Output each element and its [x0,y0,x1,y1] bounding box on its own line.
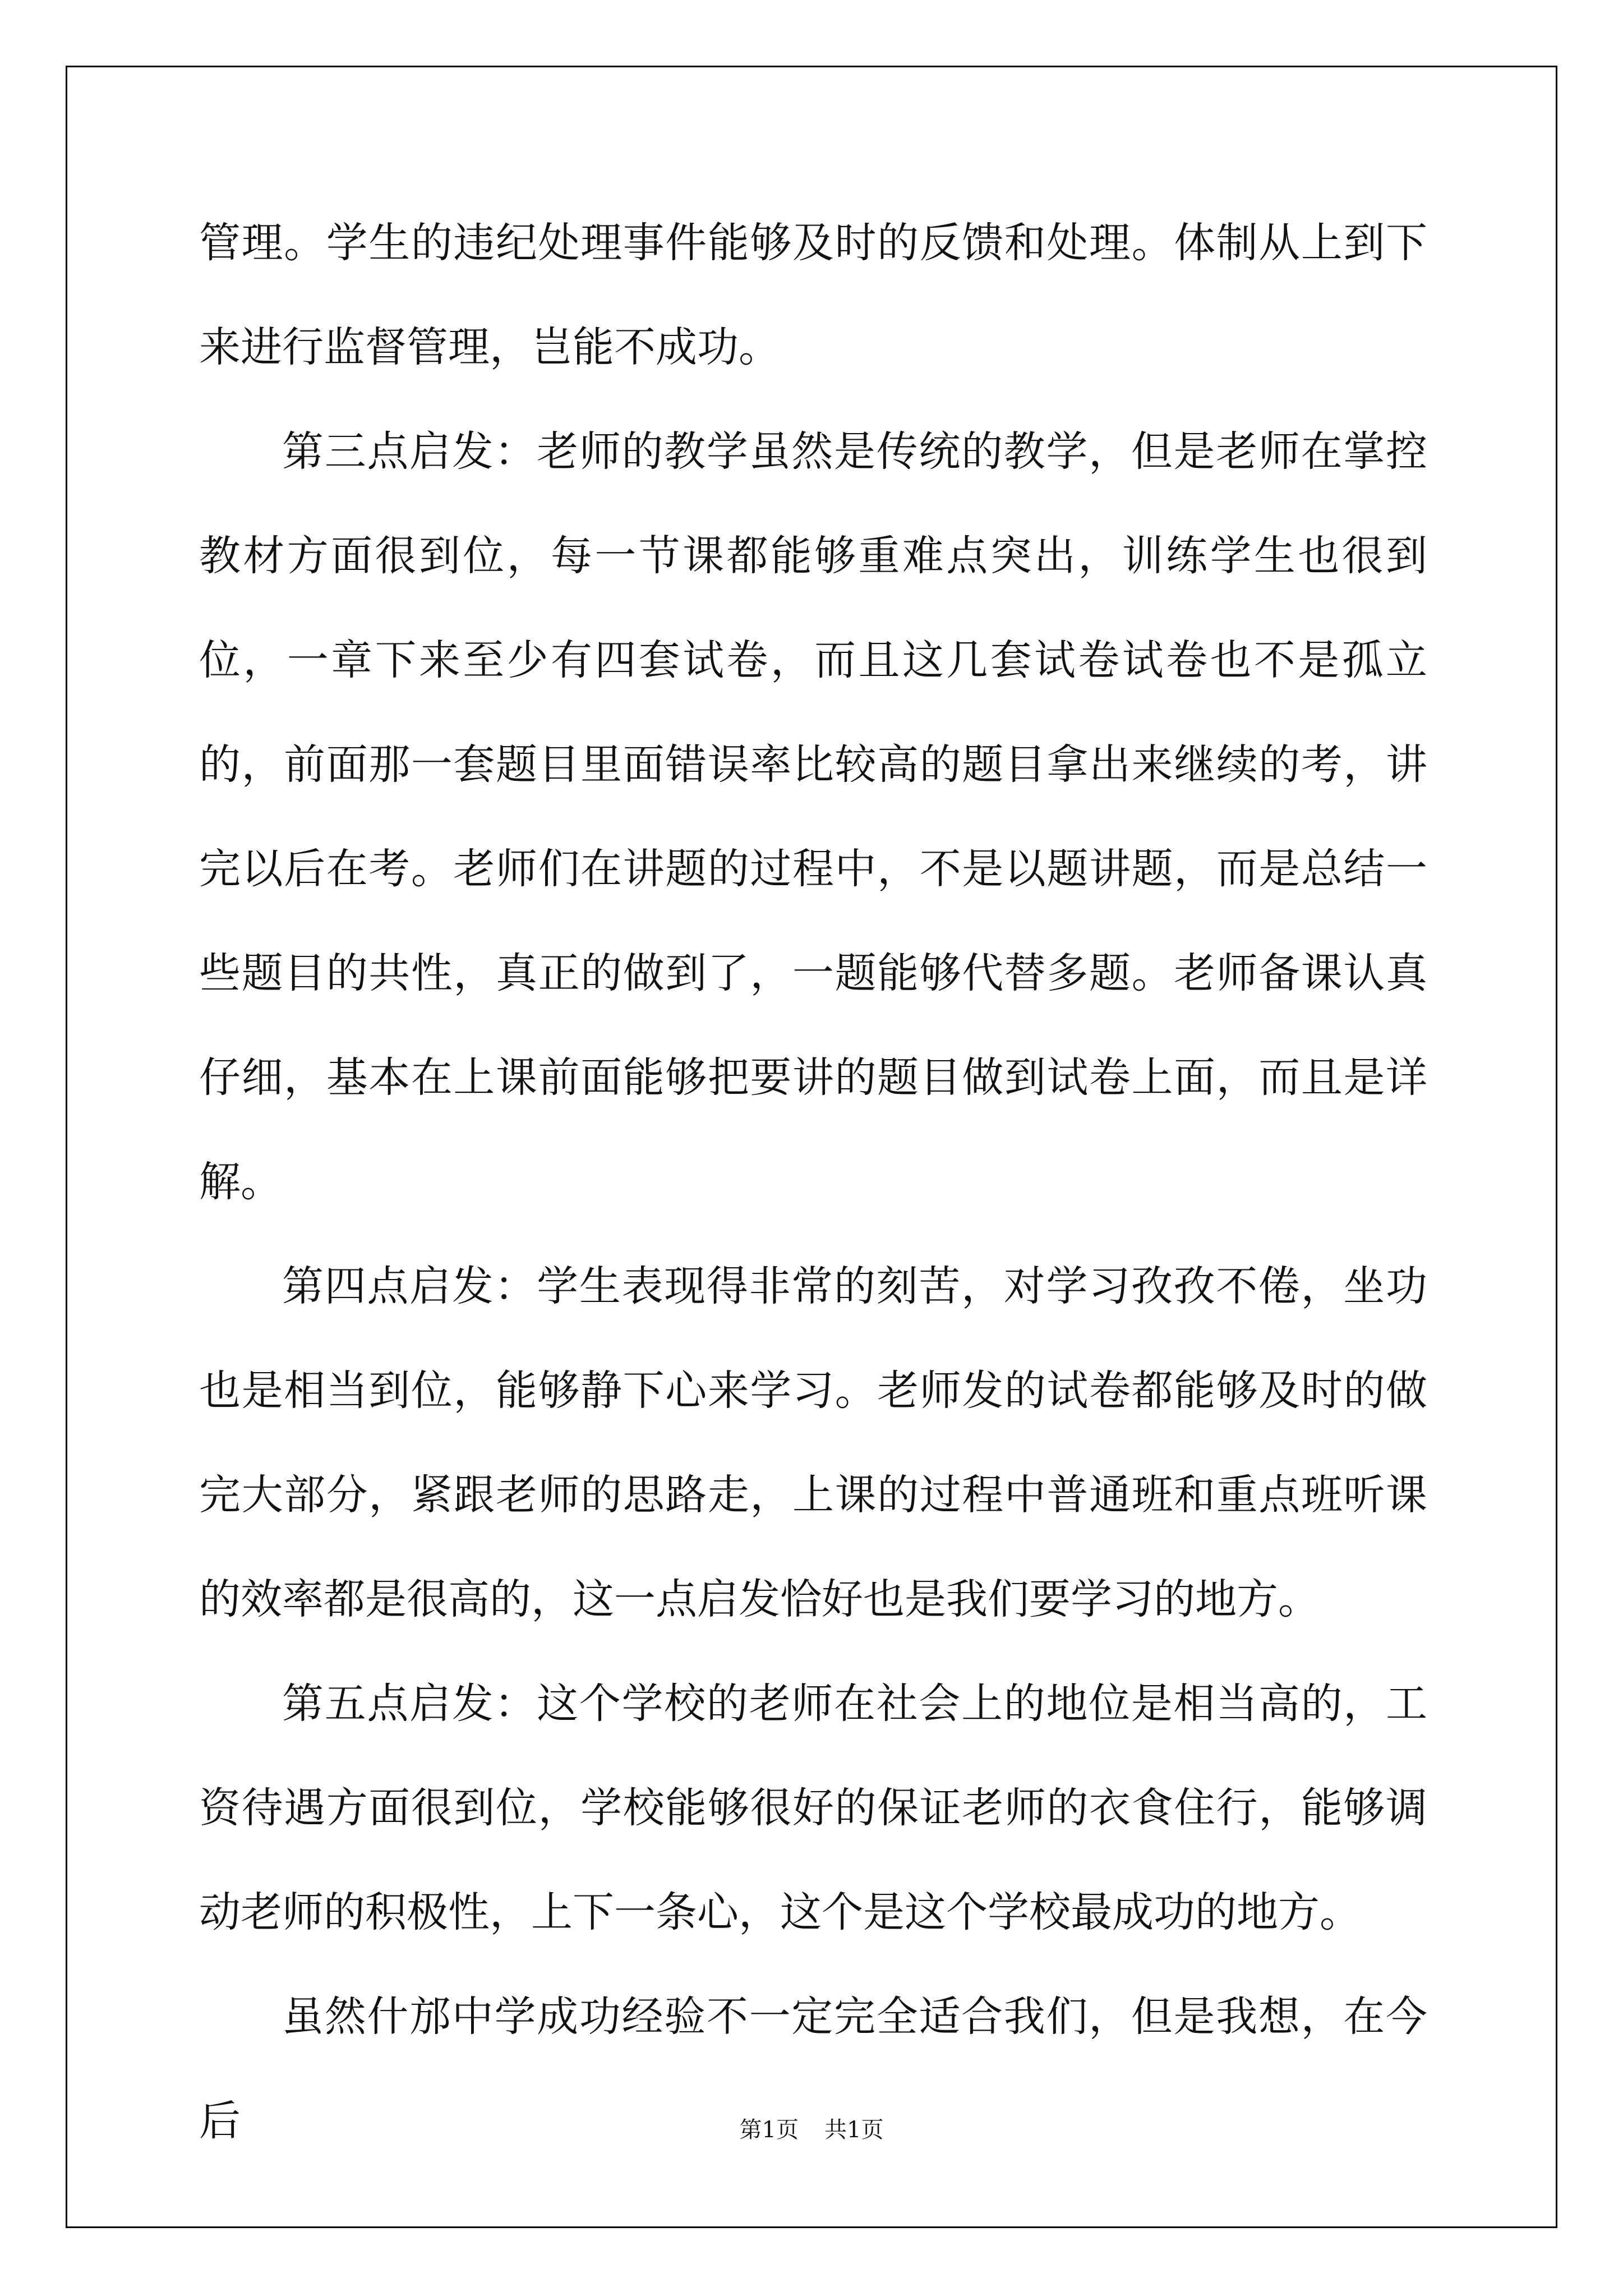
paragraph-5: 虽然什邡中学成功经验不一定完全适合我们，但是我想，在今后 [199,1993,1427,2145]
paragraph-3: 第四点启发：学生表现得非常的刻苦，对学习孜孜不倦，坐功也是相当到位，能够静下心来学习。老师发的试卷都能够及时的做完大部分，紧跟老师的思路走，上课的过程中普通班和重点班听课的效率都是很高的，这一点启发恰好也是我们要学习的地方。 [199,1262,1427,1623]
document-body [199,191,1427,2173]
paragraph-4: 第五点启发：这个学校的老师在社会上的地位是相当高的，工资待遇方面很到位，学校能够很好的保证老师的衣食住行，能够调动老师的积极性，上下一条心，这个是这个学校最成功的地方。 [199,1680,1427,1936]
page-number-current: 第1页 [739,2117,799,2143]
page-number-total: 共1页 [824,2117,884,2143]
paragraph-1: 管理。学生的违纪处理事件能够及时的反馈和处理。体制从上到下来进行监督管理，岂能不成功。 [199,219,1427,371]
paragraph-2: 第三点启发：老师的教学虽然是传统的教学，但是老师在掌控教材方面很到位，每一节课都能够重难点突出，训练学生也很到位，一章下来至少有四套试卷，而且这几套试卷试卷也不是孤立的，前面那一套题目里面错误率比较高的题目拿出来继续的考，讲完以后在考。老师们在讲题的过程中，不是以题讲题，而是总结一些题目的共性，真正的做到了，一题能够代替多题。老师备课认真仔细，基本在上课前面能够把要讲的题目做到试卷上面，而且是详解。 [199,427,1427,1206]
page-footer [0,2112,1623,2144]
